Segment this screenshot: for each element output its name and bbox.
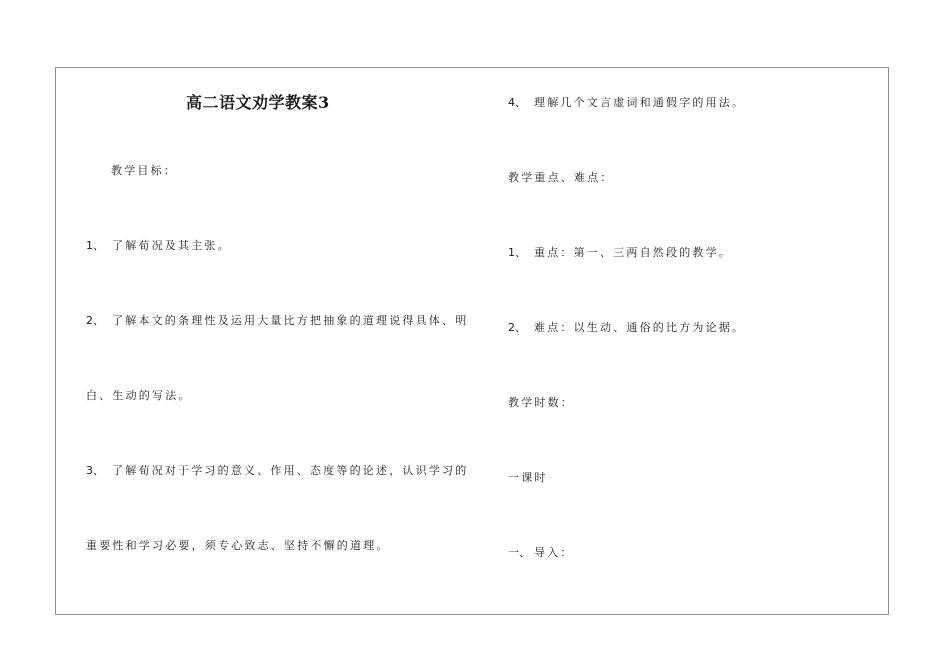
document-title: 高二语文劝学教案3 xyxy=(186,93,330,112)
goal-item-3-text: 了解荀况对于学习的意义、作用、态度等的论述，认识学习的 xyxy=(112,464,469,477)
goal-item-3-number: 3、 xyxy=(86,464,104,477)
focus-item-2 xyxy=(508,319,745,335)
section-1-number: 一、 xyxy=(508,546,530,559)
goal-item-1-text: 了解荀况及其主张。 xyxy=(112,239,231,252)
teaching-hours-value: 一课时 xyxy=(508,471,548,484)
goal-item-1 xyxy=(86,237,231,253)
document-frame xyxy=(55,67,889,615)
teaching-hours-heading: 教学时数： xyxy=(508,396,574,409)
goal-item-3 xyxy=(86,462,468,478)
section-1-text: 导入： xyxy=(534,546,574,559)
goal-item-2 xyxy=(86,312,468,328)
teaching-goals-heading: 教学目标： xyxy=(111,164,177,177)
goal-item-4-text: 理解几个文言虚词和通假字的用法。 xyxy=(534,96,746,109)
focus-item-1-number: 1、 xyxy=(508,246,526,259)
focus-item-2-number: 2、 xyxy=(508,321,526,334)
goal-item-1-number: 1、 xyxy=(86,239,104,252)
goal-item-4 xyxy=(508,94,745,110)
section-1 xyxy=(508,544,574,560)
goal-item-3-continuation: 重要性和学习必要，须专心致志、坚持不懈的道理。 xyxy=(86,539,390,552)
focus-item-1 xyxy=(508,244,732,260)
goal-item-2-continuation: 白、生动的写法。 xyxy=(86,389,192,402)
focus-item-1-text: 重点：第一、三两自然段的教学。 xyxy=(534,246,732,259)
focus-difficulty-heading: 教学重点、难点： xyxy=(508,171,614,184)
goal-item-2-number: 2、 xyxy=(86,314,104,327)
goal-item-4-number: 4、 xyxy=(508,96,526,109)
goal-item-2-text: 了解本文的条理性及运用大量比方把抽象的道理说得具体、明 xyxy=(112,314,469,327)
focus-item-2-text: 难点：以生动、通俗的比方为论据。 xyxy=(534,321,746,334)
